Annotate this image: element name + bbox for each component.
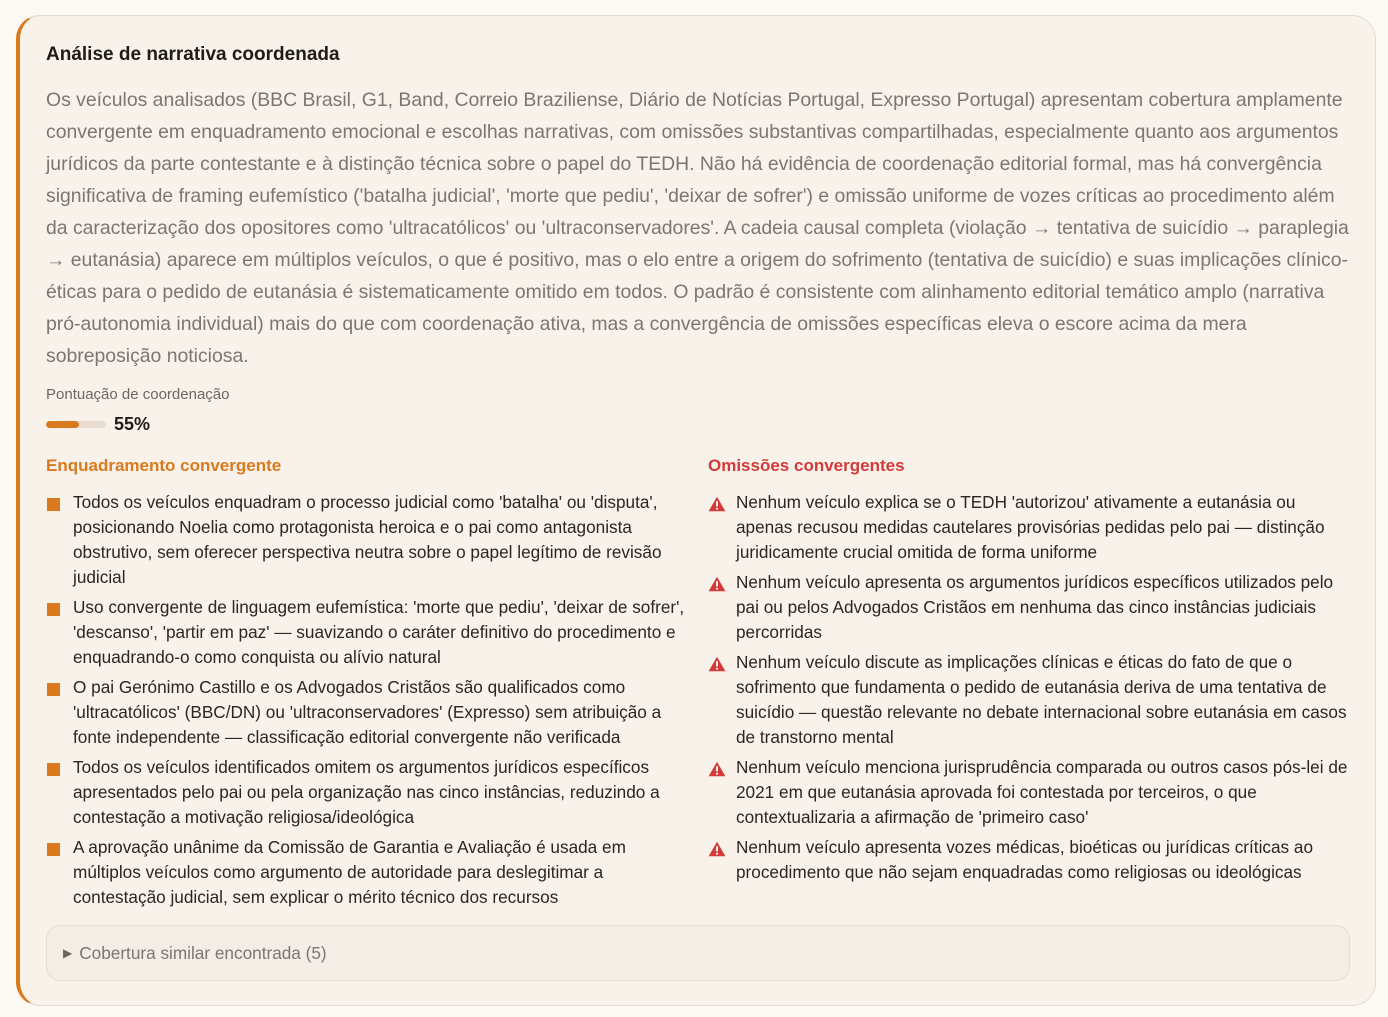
omissions-item [708, 650, 1358, 750]
omissions-title: Omissões convergentes [708, 456, 905, 475]
omissions-item-text: Nenhum veículo discute as implicações clínicas e éticas do fato de que o sofrimento que fundamenta o pedido de eutanásia deriva de uma tentativa de suicídio — questão relevante no debate internacional sobre eutanásia em casos de transtorno mental [736, 652, 1347, 747]
omissions-column [708, 456, 1358, 890]
score-row [46, 412, 150, 436]
omissions-item-text: Nenhum veículo explica se o TEDH 'autorizou' ativamente a eutanásia ou apenas recusou medidas cautelares provisórias pedidas pelo pai — distinção juridicamente crucial omitida de forma uniforme [736, 492, 1325, 562]
framing-item-text: Uso convergente de linguagem eufemística: 'morte que pediu', 'deixar de sofrer', 'descanso', 'partir em paz' — suavizando o caráter definitivo do procedimento e enquadrando-o como conquista ou alívio natural [73, 597, 685, 667]
framing-item-text: Todos os veículos identificados omitem os argumentos jurídicos específicos apresentados pelo pai ou pela organização nas cinco instâncias, reduzindo a contestação a motivação religiosa/ideológica [73, 757, 660, 827]
framing-item [46, 835, 690, 910]
omissions-item [708, 755, 1358, 830]
warning-icon [708, 656, 726, 672]
square-bullet-icon [47, 843, 60, 856]
framing-title: Enquadramento convergente [46, 456, 282, 475]
omissions-item-text: Nenhum veículo menciona jurisprudência comparada ou outros casos pós-lei de 2021 em que eutanásia aprovada foi contestada por terceiros, o que contextualizaria a afirmação de 'primeiro caso' [736, 757, 1348, 827]
score-bar [46, 421, 106, 428]
framing-item-text: A aprovação unânime da Comissão de Garantia e Avaliação é usada em múltiplos veículos como argumento de autoridade para deslegitimar a contestação judicial, sem explicar o mérito técnico dos recursos [73, 837, 626, 907]
warning-icon [708, 761, 726, 777]
caret-right-icon: ▶ [63, 946, 73, 960]
framing-item [46, 595, 690, 670]
similar-coverage-toggle[interactable] [46, 925, 1350, 981]
score-value: 55% [114, 413, 151, 434]
omissions-item [708, 835, 1358, 885]
framing-item [46, 675, 690, 750]
omissions-list [708, 490, 1358, 885]
similar-coverage-label: Cobertura similar encontrada (5) [79, 942, 327, 963]
omissions-item [708, 570, 1358, 645]
narrative-analysis-card [16, 15, 1376, 1006]
omissions-item-text: Nenhum veículo apresenta os argumentos jurídicos específicos utilizados pelo pai ou pelos Advogados Cristãos em nenhuma das cinco instâncias judiciais percorridas [736, 572, 1334, 642]
omissions-item [708, 490, 1358, 565]
warning-icon [708, 841, 726, 857]
score-bar-fill [46, 421, 79, 428]
warning-icon [708, 496, 726, 512]
framing-item [46, 490, 690, 590]
analysis-summary: Os veículos analisados (BBC Brasil, G1, Band, Correio Braziliense, Diário de Notícias Portugal, Expresso Portugal) apresentam cobertura amplamente convergente em enquadramento emocional e escolhas narrativas, com omissões substantivas compartilhadas, especialmente quanto aos argumentos jurídicos da parte contestante e à distinção técnica sobre o papel do TEDH. Não há evidência de coordenação editorial formal, mas há convergência significativa de framing eufemístico ('batalha judicial', 'morte que pediu', 'deixar de sofrer') e omissão uniforme de vozes críticas ao procedimento além da caracterização dos opositores como 'ultracatólicos' ou 'ultraconservadores'. A cadeia causal completa (violação → tentativa de suicídio → paraplegia → eutanásia) aparece em múltiplos veículos, o que é positivo, mas o elo entre a origem do sofrimento (tentativa de suicídio) e suas implicações clínico-éticas para o pedido de eutanásia é sistematicamente omitido em todos. O padrão é consistente com alinhamento editorial temático amplo (narrativa pró-autonomia individual) mais do que com coordenação ativa, mas a convergência de omissões específicas eleva o escore acima da mera sobreposição noticiosa. [46, 89, 1349, 367]
score-label: Pontuação de coordenação [46, 386, 230, 403]
framing-item [46, 755, 690, 830]
square-bullet-icon [47, 603, 60, 616]
warning-icon [708, 576, 726, 592]
square-bullet-icon [47, 683, 60, 696]
omissions-item-text: Nenhum veículo apresenta vozes médicas, bioéticas ou jurídicas críticas ao procedimento que não sejam enquadradas como religiosas ou ideológicas [736, 837, 1314, 882]
square-bullet-icon [47, 498, 60, 511]
framing-item-text: O pai Gerónimo Castillo e os Advogados Cristãos são qualificados como 'ultracatólicos' (BBC/DN) ou 'ultraconservadores' (Expresso) sem atribuição a fonte independente — classificação editorial convergente não verificada [73, 677, 662, 747]
square-bullet-icon [47, 763, 60, 776]
framing-column [46, 456, 690, 915]
panel-title: Análise de narrativa coordenada [46, 44, 340, 65]
framing-list [46, 490, 690, 910]
framing-item-text: Todos os veículos enquadram o processo judicial como 'batalha' ou 'disputa', posicionando Noelia como protagonista heroica e o pai como antagonista obstrutivo, sem oferecer perspectiva neutra sobre o papel legítimo de revisão judicial [73, 492, 662, 587]
